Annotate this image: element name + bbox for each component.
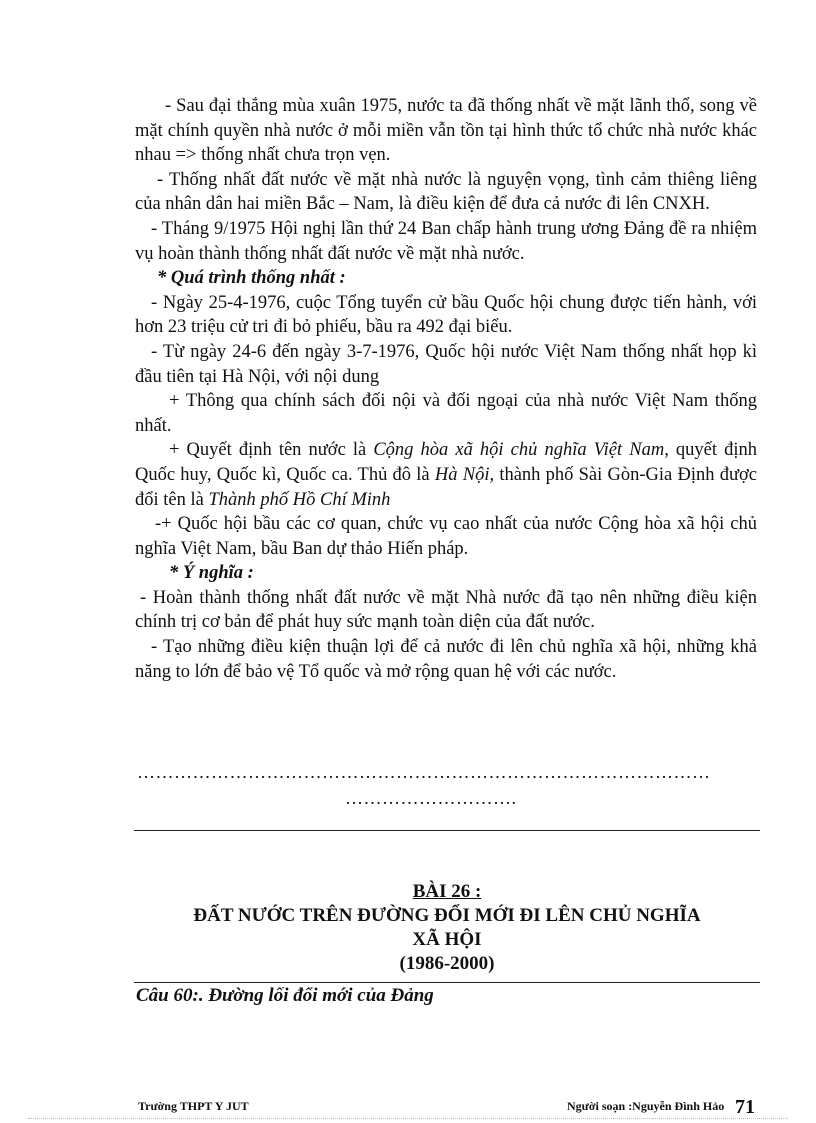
paragraph [135, 438, 757, 512]
text-run: , quyết định Quốc huy, Quốc kì, Quốc ca. Thủ đô là [135, 440, 757, 485]
footer-divider [28, 1118, 788, 1119]
italic-text: Thành phố Hồ Chí Minh [208, 489, 391, 510]
lesson-number-text: BÀI 26 [412, 881, 471, 902]
lesson-colon: : [470, 881, 482, 902]
body-text [135, 94, 757, 684]
question-heading: Câu 60:. Đường lối đổi mới của Đảng [136, 985, 434, 1006]
paragraph: - Tạo những điều kiện thuận lợi để cả nước đi lên chủ nghĩa xã hội, những khả năng to lớn để bảo vệ Tổ quốc và mở rộng quan hệ với các nước. [135, 637, 757, 682]
section-heading: * Quá trình thống nhất : [157, 268, 346, 289]
text-run: , thành phố Sài Gòn-Gia Định được đổi tên là [135, 464, 757, 510]
lesson-number [134, 880, 760, 904]
paragraph: - Thống nhất đất nước về mặt nhà nước là nguyện vọng, tình cảm thiêng liêng của nhân dân hai miền Bắc – Nam, là điều kiện để đưa cả nước đi lên CNXH. [135, 169, 757, 215]
paragraph: - Hoàn thành thống nhất đất nước về mặt Nhà nước đã tạo nên những điều kiện chính trị cơ bản để phát huy sức mạnh toàn diện của đất nước. [135, 587, 757, 633]
page-number: 71 [735, 1096, 755, 1118]
lesson-years: (1986-2000) [399, 953, 495, 974]
paragraph: -+ Quốc hội bầu các cơ quan, chức vụ cao nhất của nước Cộng hòa xã hội chủ nghĩa Việt Nam, bầu Ban dự thảo Hiến pháp. [135, 514, 757, 559]
lesson-header [134, 880, 760, 976]
italic-text: Hà Nội [434, 464, 490, 485]
text-run: + Quyết định tên nước là [169, 440, 374, 461]
paragraph: - Ngày 25-4-1976, cuộc Tổng tuyển cử bầu Quốc hội chung được tiến hành, với hơn 23 triệu cử tri đi bỏ phiếu, bầu ra 492 đại biểu. [135, 292, 757, 338]
paragraph: - Sau đại thắng mùa xuân 1975, nước ta đã thống nhất về mặt lãnh thổ, song về mặt chính quyền nhà nước ở mỗi miền vẫn tồn tại hình thức tổ chức nhà nước khác nhau => thống nhất chưa trọn vẹn. [135, 96, 757, 166]
lesson-title: ĐẤT NƯỚC TRÊN ĐƯỜNG ĐỔI MỚI ĐI LÊN CHỦ NGHĨA [193, 905, 701, 926]
horizontal-rule [134, 982, 760, 983]
paragraph: + Thông qua chính sách đối nội và đối ngoại của nhà nước Việt Nam thống nhất. [135, 391, 757, 436]
paragraph: - Tháng 9/1975 Hội nghị lần thứ 24 Ban chấp hành trung ương Đảng đề ra nhiệm vụ hoàn thành thống nhất đất nước về mặt nhà nước. [135, 218, 757, 264]
italic-text: Cộng hòa xã hội chủ nghĩa Việt Nam [373, 440, 665, 461]
dotted-line: ………………………. [345, 788, 517, 808]
lesson-title: XÃ HỘI [412, 929, 482, 950]
footer-author: Người soạn :Nguyễn Đình Hảo [567, 1099, 725, 1113]
section-heading: * Ý nghĩa : [169, 563, 254, 584]
dotted-line: ………………………………………………………………………………… [137, 762, 711, 782]
footer-school: Trường THPT Y JUT [138, 1099, 249, 1113]
horizontal-rule [134, 830, 760, 831]
paragraph: - Từ ngày 24-6 đến ngày 3-7-1976, Quốc hội nước Việt Nam thống nhất họp kì đầu tiên tại Hà Nội, với nội dung [135, 341, 757, 387]
